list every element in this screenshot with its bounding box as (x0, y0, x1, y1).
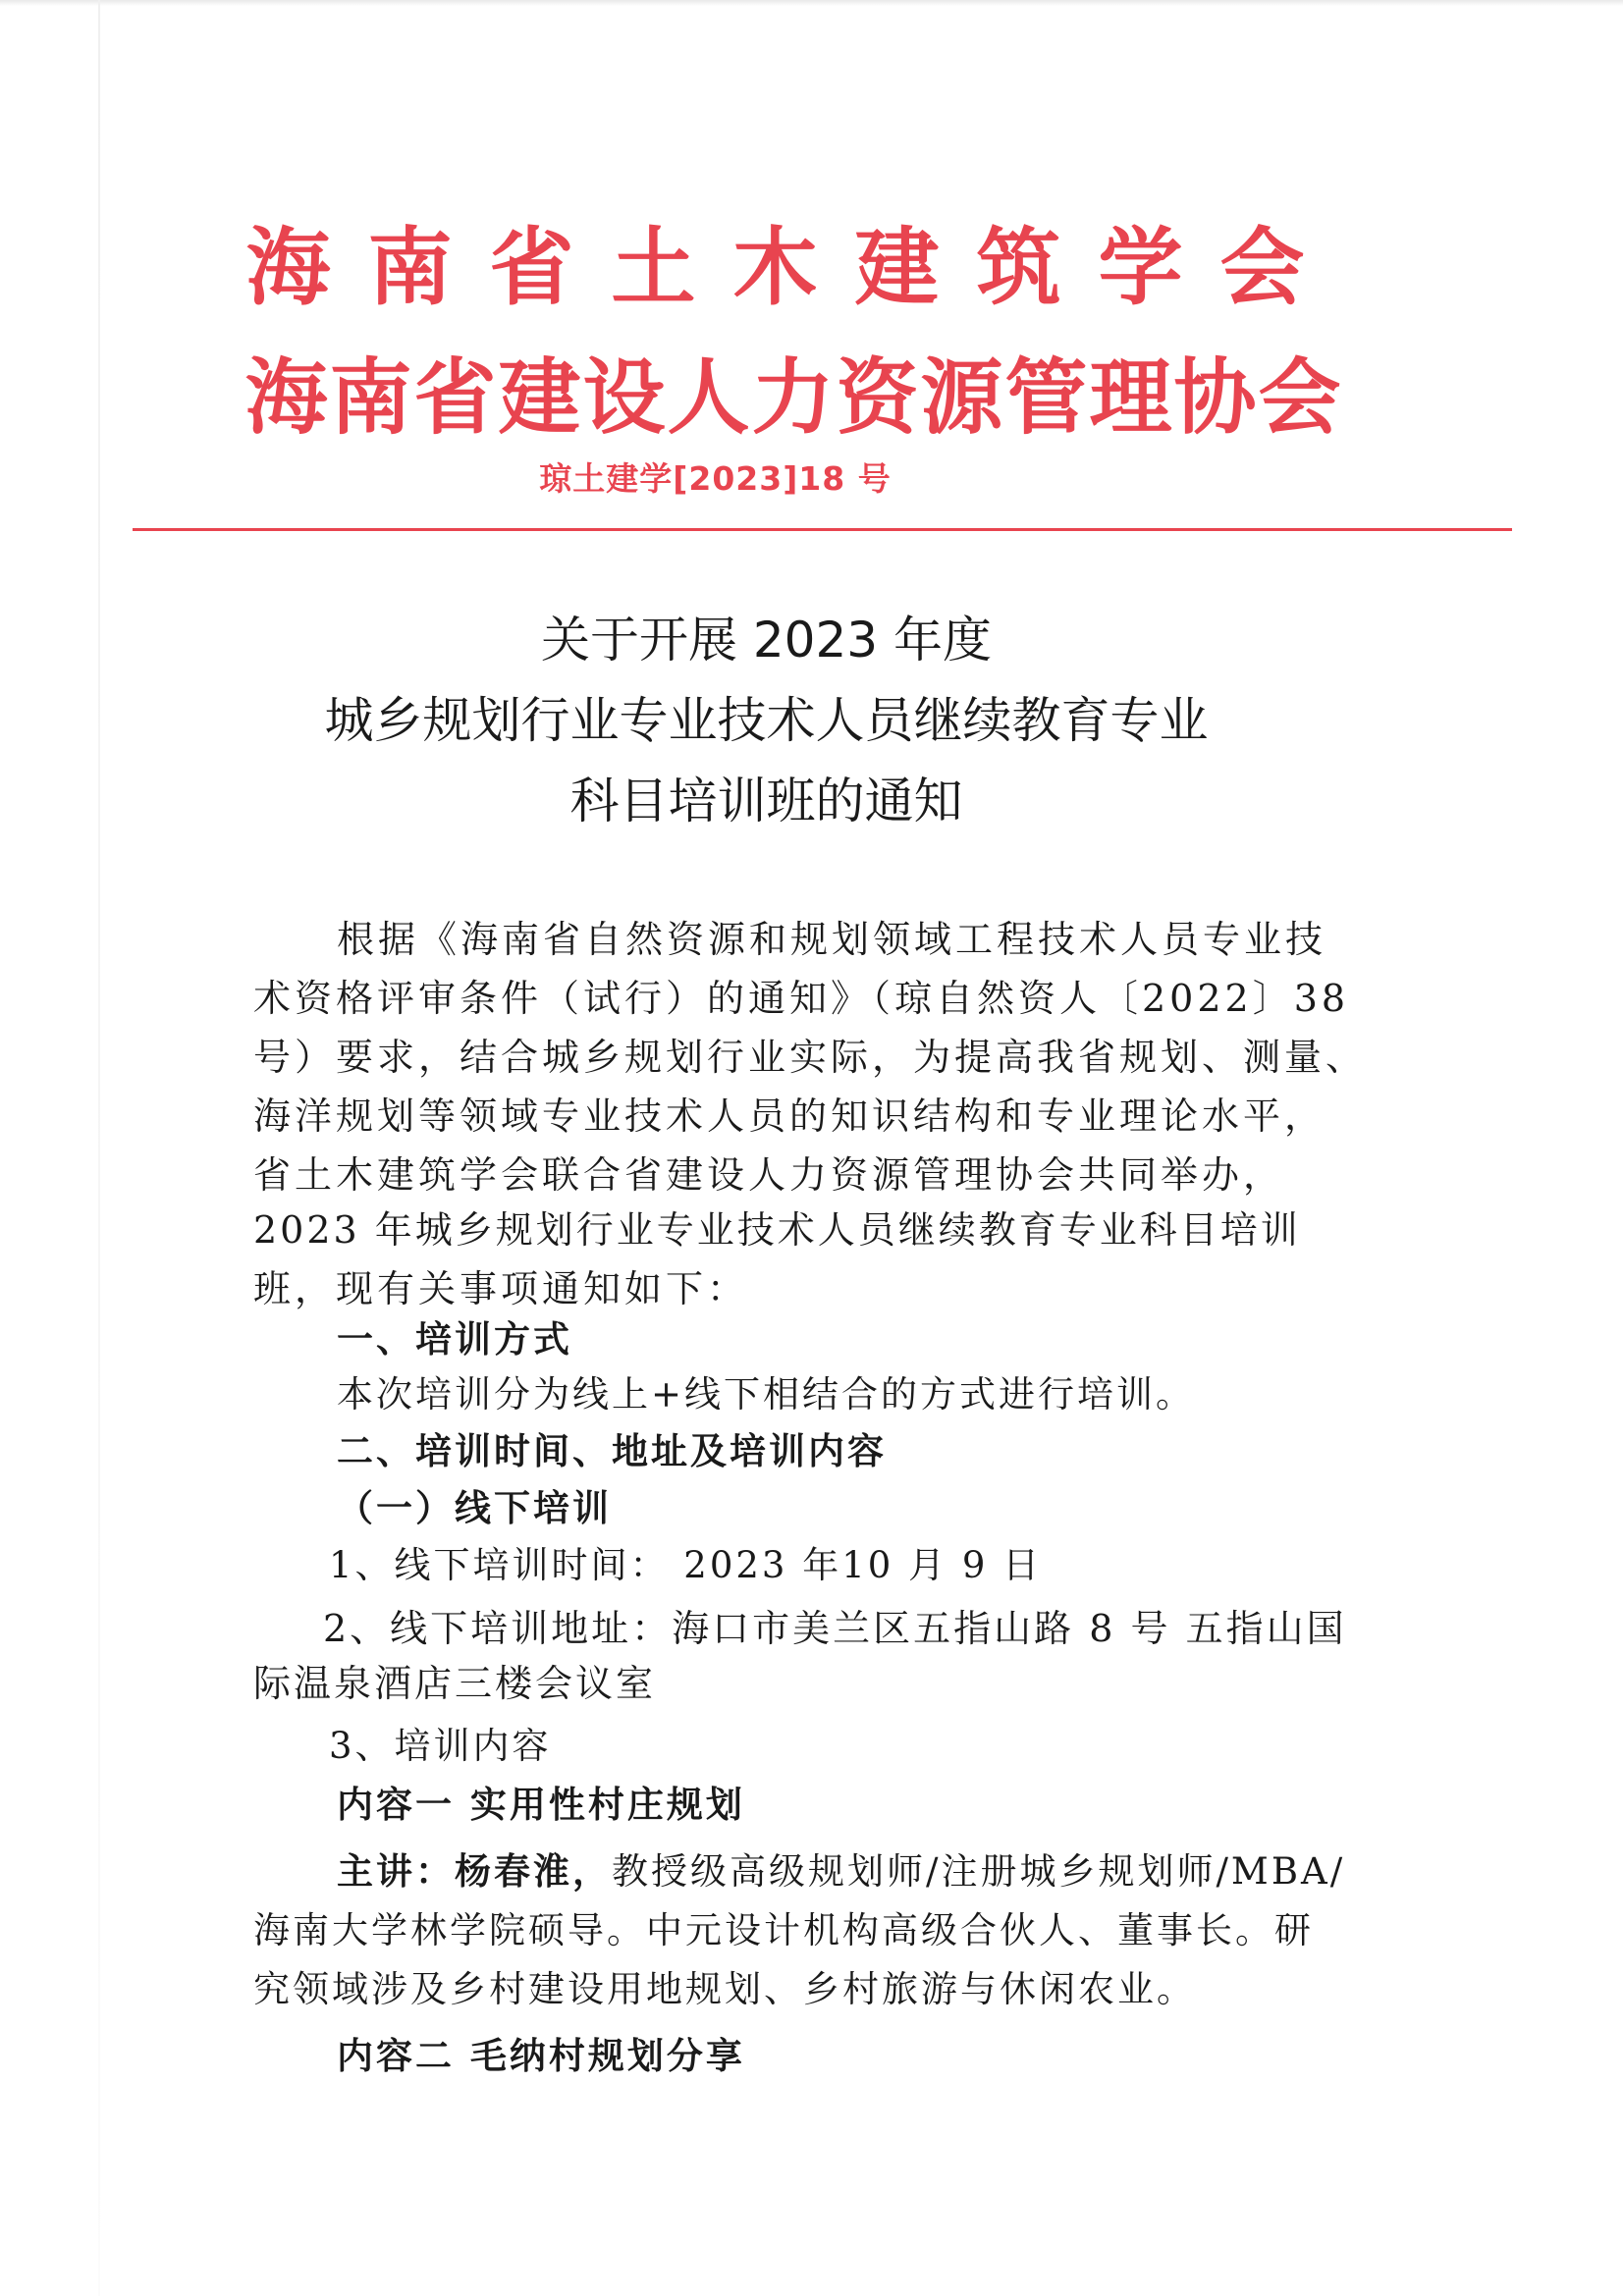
intro-line-2: 术资格评审条件（试行）的通知》（琼自然资人〔2022〕38 (253, 977, 1350, 1020)
section-2-heading: 二、培训时间、地址及培训内容 (337, 1429, 887, 1472)
red-divider-line (133, 528, 1512, 531)
intro-line-6: 2023 年城乡规划行业专业技术人员继续教育专业科目培训 (253, 1208, 1301, 1252)
offline-training-address-1: 2、线下培训地址：海口市美兰区五指山路 8 号 五指山国 (323, 1607, 1347, 1650)
issuing-organization-1: 海南省土木建筑学会 (245, 219, 1342, 317)
lecturer-credentials-1: 教授级高级规划师/注册城乡规划师/MBA/ (612, 1850, 1346, 1893)
scan-top-edge (0, 0, 1623, 6)
notice-title-line-1: 关于开展 2023 年度 (540, 612, 993, 668)
training-content-label: 3、培训内容 (329, 1725, 552, 1767)
intro-line-3: 号）要求，结合城乡规划行业实际，为提高我省规划、测量、 (253, 1036, 1368, 1079)
content-1-title: 内容一 实用性村庄规划 (337, 1783, 745, 1826)
lecturer-name: 主讲：杨春淮， (337, 1849, 612, 1893)
section-1-text: 本次培训分为线上+线下相结合的方式进行培训。 (337, 1373, 1196, 1415)
intro-line-5: 省土木建筑学会联合省建设人力资源管理协会共同举办， (253, 1153, 1285, 1197)
lecturer-line-2: 海南大学林学院硕导。中元设计机构高级合伙人、董事长。研 (253, 1909, 1314, 1951)
intro-line-7: 班，现有关事项通知如下： (253, 1267, 749, 1310)
notice-title-line-3: 科目培训班的通知 (569, 773, 963, 829)
content-2-title: 内容二 毛纳村规划分享 (337, 2034, 745, 2077)
document-number: 琼土建学[2023]18 号 (539, 459, 892, 498)
notice-title-line-2: 城乡规划行业专业技术人员继续教育专业 (324, 692, 1209, 749)
intro-line-1: 根据《海南省自然资源和规划领域工程技术人员专业技 (337, 918, 1327, 961)
lecturer-line-3: 究领域涉及乡村建设用地规划、乡村旅游与休闲农业。 (253, 1968, 1196, 2010)
section-2-subheading: （一）线下培训 (337, 1486, 612, 1529)
issuing-organization-2: 海南省建设人力资源管理协会 (244, 349, 1343, 446)
intro-line-4: 海洋规划等领域专业技术人员的知识结构和专业理论水平， (253, 1095, 1326, 1138)
offline-training-address-2: 际温泉酒店三楼会议室 (253, 1662, 657, 1705)
offline-training-time: 1、线下培训时间： 2023 年10 月 9 日 (329, 1544, 1043, 1586)
section-1-heading: 一、培训方式 (337, 1317, 572, 1361)
lecturer-line-1 (337, 1842, 1345, 1895)
